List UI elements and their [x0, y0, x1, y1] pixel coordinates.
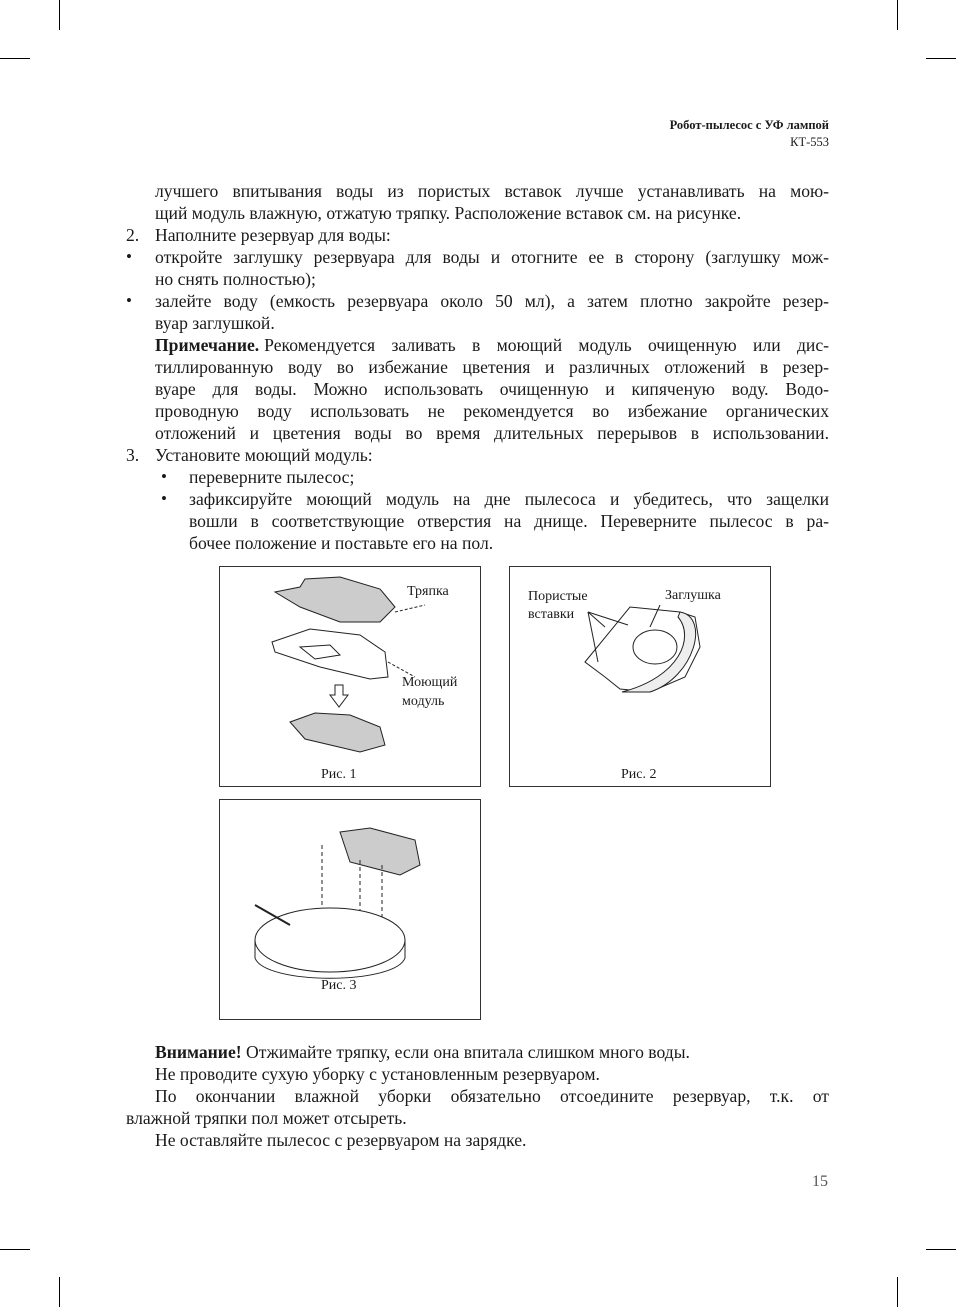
body-line: проводную воду использовать не рекомендуется во избежание органических	[155, 401, 829, 421]
header-model: КТ-553	[790, 135, 829, 149]
body-line: щий модуль влажную, отжатую тряпку. Расположение вставок см. на рисунке.	[155, 203, 742, 223]
warning-line: влажной тряпки пол может отсыреть.	[126, 1108, 407, 1128]
header-title: Робот-пылесос с УФ лампой	[669, 118, 829, 132]
bullet: •	[161, 489, 167, 508]
label-cloth: Тряпка	[407, 584, 449, 599]
warning-line	[155, 1041, 690, 1063]
warning-label: Внимание!	[155, 1042, 242, 1062]
crop-mark	[897, 1277, 898, 1307]
label-inserts-line: вставки	[528, 607, 575, 622]
crop-mark	[897, 0, 898, 30]
figure-3	[219, 799, 481, 1020]
crop-mark	[926, 58, 956, 59]
crop-mark	[0, 1249, 30, 1250]
body-line: вуаре для воды. Можно использовать очищенную и кипяченую воду. Водо-	[155, 379, 829, 399]
label-module-line: модуль	[402, 694, 445, 709]
body-line: Установите моющий модуль:	[155, 445, 373, 465]
body-line: залейте воду (емкость резервуара около 50 мл), а затем плотно закройте резер-	[155, 291, 829, 311]
bullet: •	[161, 467, 167, 486]
warning-line: По окончании влажной уборки обязательно отсоедините резервуар, т.к. от	[155, 1086, 829, 1106]
body-line: бочее положение и поставьте его на пол.	[189, 533, 494, 553]
list-number: 3.	[126, 445, 140, 465]
warning-line: Не оставляйте пылесос с резервуаром на зарядке.	[155, 1130, 527, 1150]
label-inserts-line: Пористые	[528, 589, 588, 604]
body-line: тиллированную воду во избежание цветения и различных отложений в резер-	[155, 357, 829, 377]
body-line: отложений и цветения воды во время длительных перерывов в использовании.	[155, 423, 829, 443]
page-number: 15	[812, 1173, 828, 1190]
body-line: вошли в соответствующие отверстия на днище. Переверните пылесос в ра-	[189, 511, 829, 531]
warning-line: Не проводите сухую уборку с установленным резервуаром.	[155, 1064, 600, 1084]
figure-1	[219, 566, 481, 787]
bullet: •	[126, 291, 132, 310]
body-line: лучшего впитывания воды из пористых вставок лучше устанавливать на мою-	[155, 181, 829, 201]
crop-mark	[59, 0, 60, 30]
body-line: зафиксируйте моющий модуль на дне пылесоса и убедитесь, что защелки	[189, 489, 829, 509]
body-line: Наполните резервуар для воды:	[155, 225, 391, 245]
warning-text: Отжимайте тряпку, если она впитала слишком много воды.	[246, 1042, 690, 1062]
figure-caption: Рис. 1	[321, 767, 357, 782]
bullet: •	[126, 247, 132, 266]
body-line: Рекомендуется заливать в моющий модуль очищенную или дис-	[264, 335, 829, 355]
label-module-line: Моющий	[402, 675, 458, 690]
body-line: переверните пылесос;	[189, 467, 355, 487]
label-plug: Заглушка	[665, 588, 721, 603]
crop-mark	[926, 1249, 956, 1250]
note-label: Примечание.	[155, 335, 260, 355]
body-line: вуар заглушкой.	[155, 313, 275, 333]
label-module	[402, 673, 457, 711]
body-line: но снять полностью);	[155, 269, 316, 289]
figure-caption: Рис. 2	[621, 767, 657, 782]
note-line	[155, 334, 829, 356]
crop-mark	[0, 58, 30, 59]
body-line: откройте заглушку резервуара для воды и отогните ее в сторону (заглушку мож-	[155, 247, 829, 267]
list-number: 2.	[126, 225, 140, 245]
figure-caption: Рис. 3	[321, 978, 357, 993]
label-inserts	[528, 588, 588, 624]
figure-2	[509, 566, 771, 787]
running-header	[670, 117, 829, 151]
crop-mark	[59, 1277, 60, 1307]
